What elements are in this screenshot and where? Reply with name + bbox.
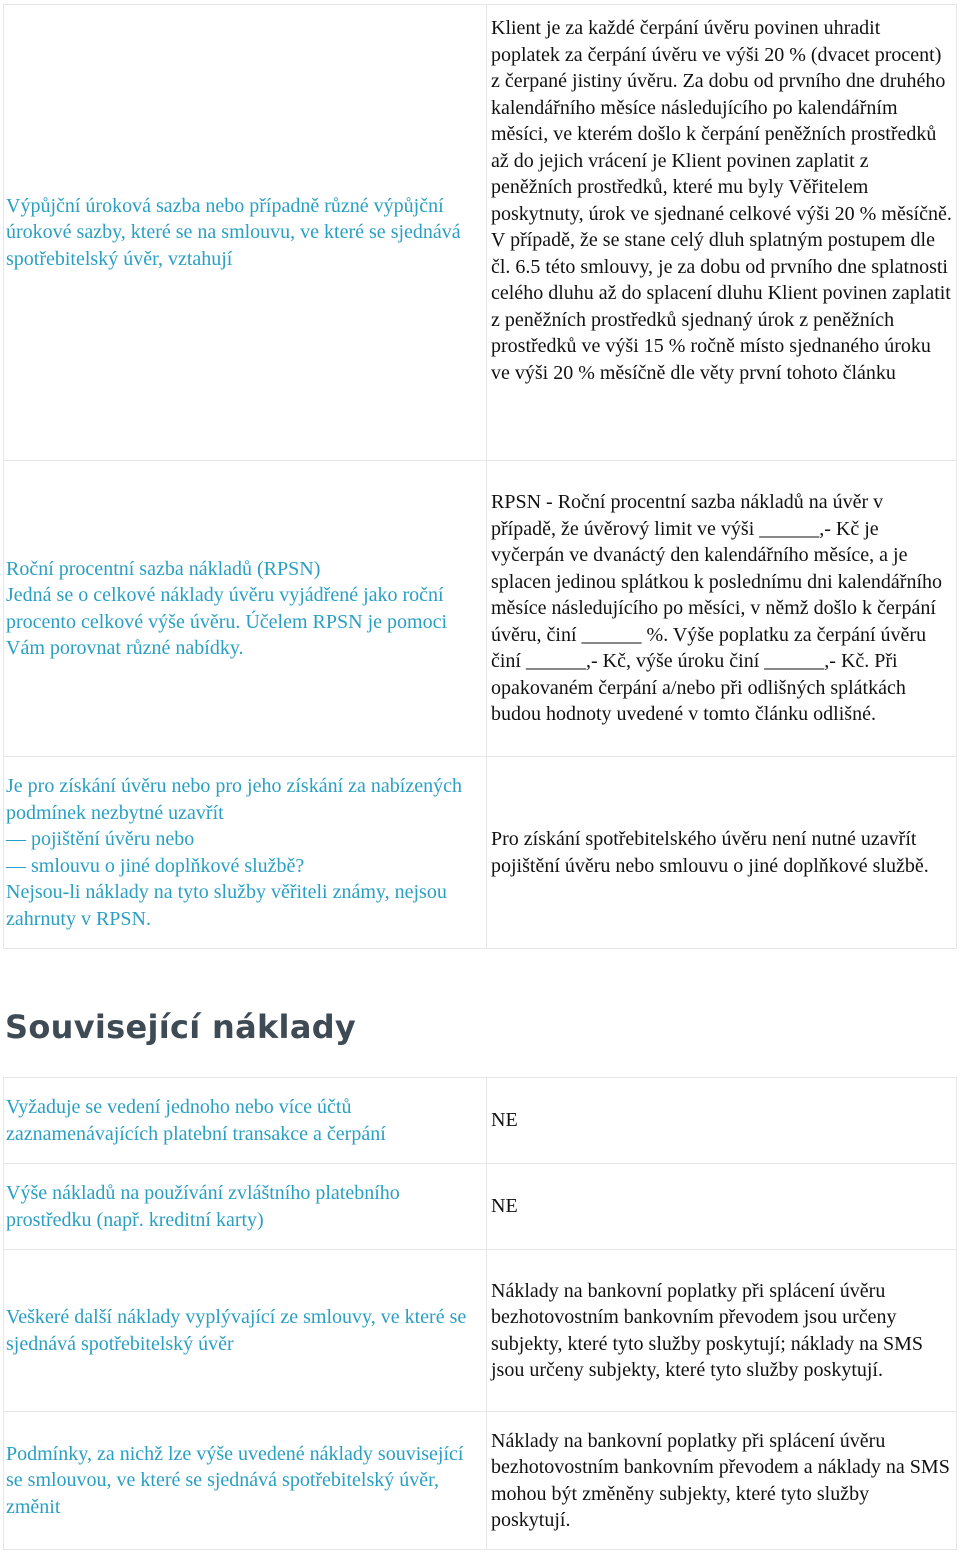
row-value-interest-rate: Klient je za každé čerpání úvěru povinen uhradit poplatek za čerpání úvěru ve výši 20 % (dvacet procent) z čerpané jistiny úvěru. Za dobu od prvního dne druhého kalendářního měsíce následujícího po kalendářním měsíci, ve kterém došlo k čerpání peněžních prostředků až do jejich vrácení je Klient povinen zaplatit z peněžních prostředků, které mu byly Věřitelem poskytnuty, úrok ve sjednané celkové výši 20 % měsíčně. V případě, že se stane celý dluh splatným postupem dle čl. 6.5 této smlouvy, je za dobu od prvního dne splatnosti celého dluhu až do splacení dluhu Klient povinen zaplatit z peněžních prostředků sjednaný úrok z peněžních prostředků ve výši 15 % ročně místo sjednaného úroku ve výši 20 % měsíčně dle věty první tohoto článku [487, 5, 957, 461]
row-label-accounts: Vyžaduje se vedení jednoho nebo více účtů zaznamenávajících platební transakce a čerpání [4, 1078, 487, 1164]
row-value-accounts: NE [487, 1078, 957, 1164]
row-label-interest-rate: Výpůjční úroková sazba nebo případně různé výpůjční úrokové sazby, které se na smlouvu, ve které se sjednává spotřebitelský úvěr, vztahují [4, 5, 487, 461]
rpsn-description: Jedná se o celkové náklady úvěru vyjádřené jako roční procento celkové výše úvěru. Účelem RPSN je pomoci Vám porovnat různé nabídky. [6, 584, 447, 659]
credit-terms-table [3, 4, 957, 949]
table-row [4, 1412, 957, 1550]
row-value-other-costs: Náklady na bankovní poplatky při splácení úvěru bezhotovostním bankovním převodem jsou určeny subjekty, které tyto služby poskytují; náklady na SMS jsou určeny subjekty, které tyto služby poskytují. [487, 1250, 957, 1412]
table-row [4, 1164, 957, 1250]
dash-item: — pojištění úvěru nebo [6, 828, 195, 850]
blank-field: ______ [526, 650, 586, 673]
row-label-change-conditions: Podmínky, za nichž lze výše uvedené náklady související se smlouvou, ve které se sjednává spotřebitelský úvěr, změnit [4, 1412, 487, 1550]
row-value-insurance: Pro získání spotřebitelského úvěru není nutné uzavřít pojištění úvěru nebo smlouvu o jiné doplňkové službě. [487, 757, 957, 949]
row-label-rpsn [4, 461, 487, 757]
row-value-rpsn: RPSN - Roční procentní sazba nákladů na úvěr v případě, že úvěrový limit ve výši ______,- Kč je vyčerpán ve dvanáctý den kalendářního měsíce, a je splacen jedinou splátkou k poslednímu dni kalendářního měsíce následujícího po měsíci, v němž došlo k čerpání úvěru, činí ______ %. Výše poplatku za čerpání úvěru činí ______,- Kč, výše úroku činí ______,- Kč. Při opakovaném čerpání a/nebo při odlišných splátkách budou hodnoty uvedené v tomto článku odlišné. [487, 461, 957, 757]
section-title: Související náklady [5, 1008, 357, 1046]
row-label-other-costs: Veškeré další náklady vyplývající ze smlouvy, ve které se sjednává spotřebitelský úvěr [4, 1250, 487, 1412]
table-row [4, 461, 957, 757]
blank-field: ______ [581, 623, 642, 646]
row-label-payment-instrument: Výše nákladů na používání zvláštního platebního prostředku (např. kreditní karty) [4, 1164, 487, 1250]
rpsn-title: Roční procentní sazba nákladů (RPSN) [6, 557, 321, 580]
table-row [4, 1250, 957, 1412]
table-row [4, 1078, 957, 1164]
table-row [4, 757, 957, 949]
related-costs-table [3, 1077, 957, 1550]
table-row [4, 5, 957, 461]
row-value-payment-instrument: NE [487, 1164, 957, 1250]
blank-field: ______ [759, 517, 820, 540]
dash-item: — smlouvu o jiné doplňkové službě? [6, 854, 305, 877]
row-value-change-conditions: Náklady na bankovní poplatky při splácení úvěru bezhotovostním bankovním převodem a náklady na SMS mohou být změněny subjekty, které tyto služby poskytují. [487, 1412, 957, 1550]
row-label-insurance: Je pro získání úvěru nebo pro jeho získání za nabízených podmínek nezbytné uzavřít — pojištění úvěru nebo — smlouvu o jiné doplňkové službě? Nejsou-li náklady na tyto služby věřiteli známy, nejsou zahrnuty v RPSN. [4, 757, 487, 949]
blank-field: ______ [764, 650, 825, 673]
